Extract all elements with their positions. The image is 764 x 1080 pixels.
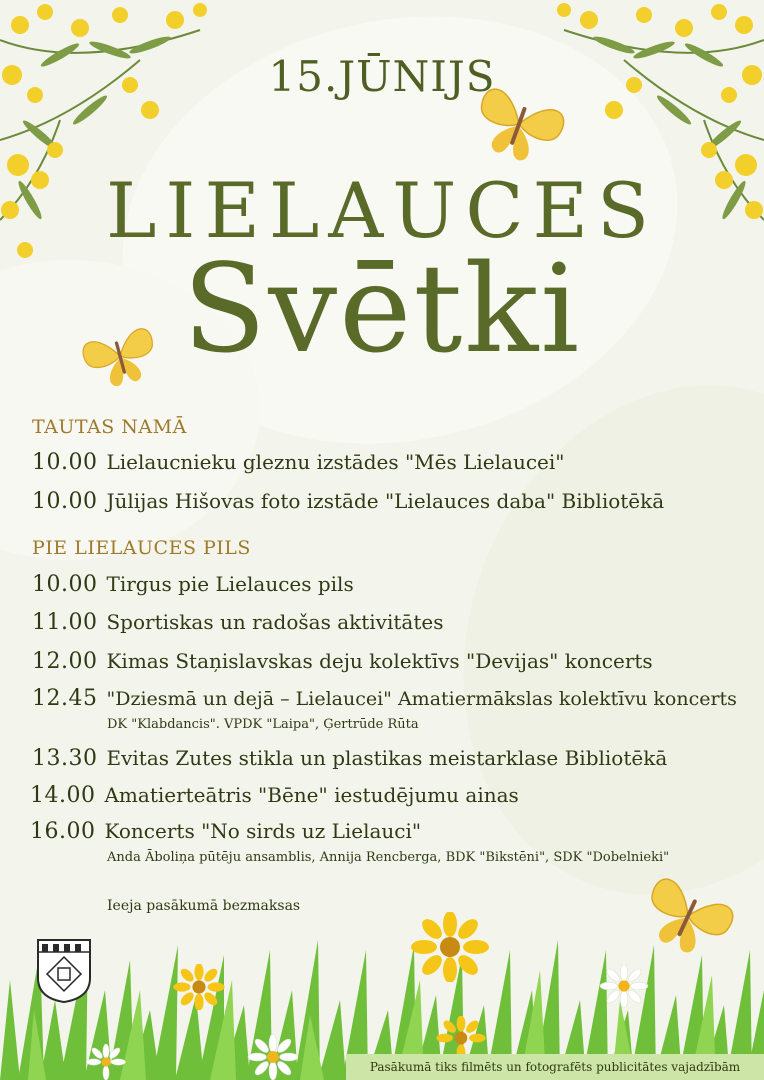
schedule-time: 10.00: [32, 572, 98, 597]
schedule-item: [32, 572, 354, 597]
schedule-item: [30, 783, 519, 808]
schedule-text: Sportiskas un radošas aktivitātes: [106, 610, 444, 634]
schedule-item: [32, 450, 564, 475]
schedule-time: 16.00: [30, 819, 96, 844]
schedule-time: 10.00: [32, 489, 98, 514]
schedule-item: [30, 819, 421, 844]
schedule-text: Amatierteātris "Bēne" iestudējumu ainas: [104, 783, 519, 807]
schedule-time: 13.30: [32, 746, 98, 771]
daisy-icon: [80, 1044, 132, 1080]
daisy-icon: [240, 1034, 306, 1080]
schedule-item: [32, 610, 443, 635]
schedule-time: 14.00: [30, 783, 96, 808]
schedule-subtext: Anda Āboliņa pūtēju ansamblis, Annija Rencberga, BDK "Bikstēni", SDK "Dobelnieki": [107, 850, 670, 865]
event-date: 15.JŪNIJS: [268, 52, 496, 101]
schedule-item: [32, 686, 737, 711]
crest-icon: [36, 938, 92, 1004]
schedule-subtext: DK "Klabdancis". VPDK "Laipa", Ģertrūde Rūta: [107, 717, 419, 732]
sunflower-icon: [170, 964, 228, 1010]
schedule-text: Evitas Zutes stikla un plastikas meistarklase Bibliotēkā: [106, 746, 668, 770]
schedule-text: Koncerts "No sirds uz Lielauci": [104, 819, 422, 843]
schedule-text: Tirgus pie Lielauces pils: [106, 572, 354, 596]
sunflower-icon: [410, 912, 490, 982]
schedule-item: [32, 649, 653, 674]
section-heading: TAUTAS NAMĀ: [32, 416, 187, 438]
section-heading: PIE LIELAUCES PILS: [32, 537, 251, 559]
schedule-text: Jūlijas Hišovas foto izstāde "Lielauces daba" Bibliotēkā: [106, 489, 665, 513]
schedule-time: 12.00: [32, 649, 98, 674]
page-subtitle: Svētki: [182, 238, 582, 380]
schedule-time: 11.00: [32, 610, 98, 635]
footer-note: Pasākumā tiks filmēts un fotografēts publicitātes vajadzībām: [346, 1054, 764, 1080]
entry-note: Ieeja pasākumā bezmaksas: [107, 898, 301, 914]
schedule-text: Kimas Staņislavskas deju kolektīvs "Devijas" koncerts: [106, 649, 653, 673]
schedule-time: 12.45: [32, 686, 98, 711]
schedule-item: [32, 746, 667, 771]
page-title: LIELAUCES: [105, 166, 659, 255]
schedule-time: 10.00: [32, 450, 98, 475]
schedule-text: Lielaucnieku gleznu izstādes "Mēs Lielaucei": [106, 450, 565, 474]
daisy-icon: [596, 964, 652, 1008]
schedule-text: "Dziesmā un dejā – Lielaucei" Amatiermākslas kolektīvu koncerts: [106, 688, 737, 710]
schedule-item: [32, 489, 664, 514]
